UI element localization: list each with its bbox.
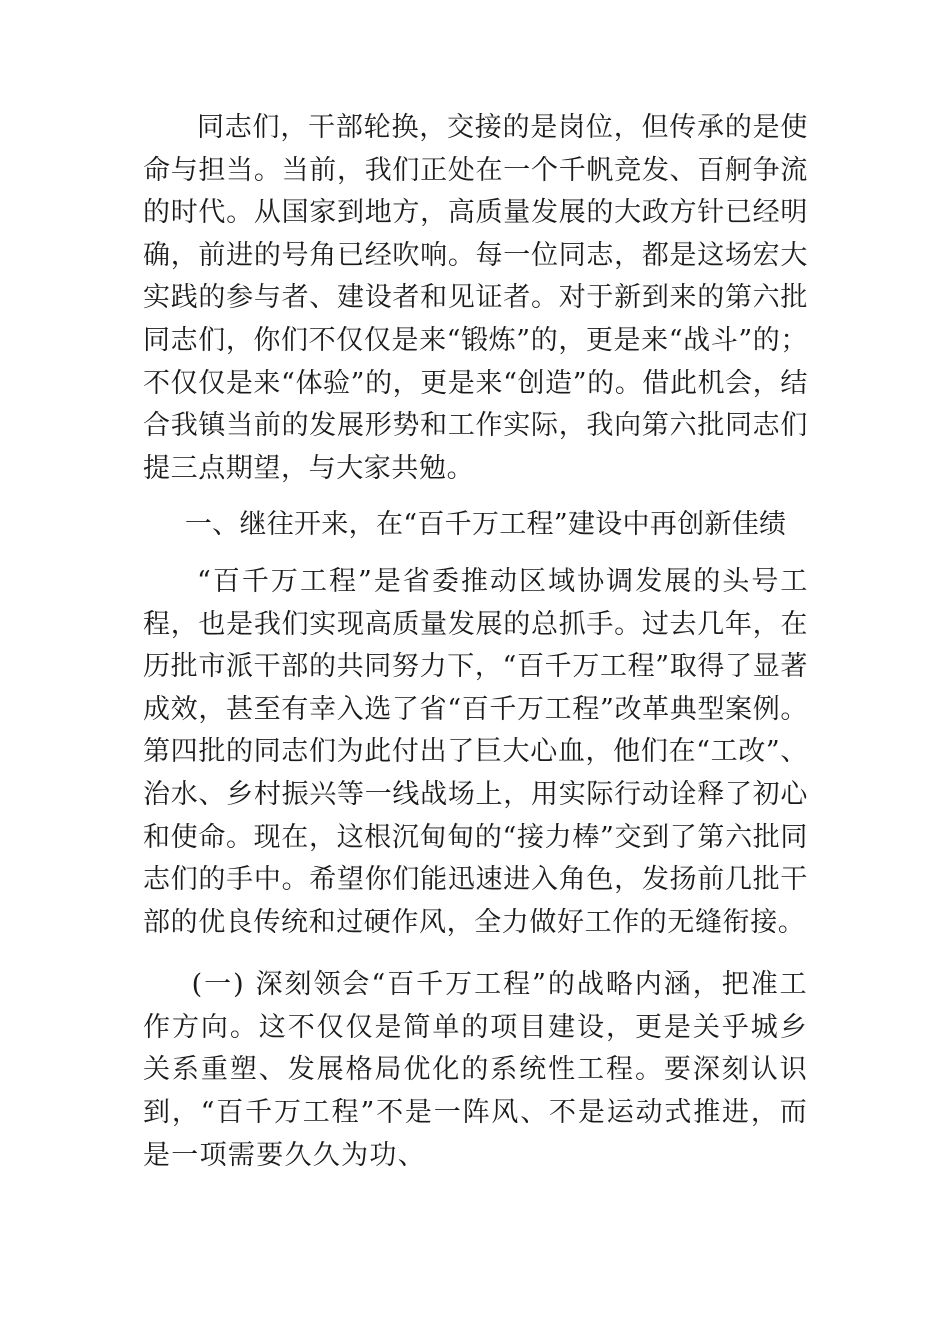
intro-paragraph: 同志们，干部轮换，交接的是岗位，但传承的是使命与担当。当前，我们正处在一个千帆竞发、百舸争流的时代。从国家到地方，高质量发展的大政方针已经明确，前进的号角已经吹响。每一位同志，都是这场宏大实践的参与者、建设者和见证者。对于新到来的第六批同志们，你们不仅仅是来“锻炼”的，更是来“战斗”的；不仅仅是来“体验”的，更是来“创造”的。借此机会，结合我镇当前的发展形势和工作实际，我向第六批同志们提三点期望，与大家共勉。	[143, 112, 808, 484]
section-1-paragraph: “百千万工程”是省委推动区域协调发展的头号工程，也是我们实现高质量发展的总抓手。过去几年，在历批市派干部的共同努力下，“百千万工程”取得了显著成效，甚至有幸入选了省“百千万工程”改革典型案例。第四批的同志们为此付出了巨大心血，他们在“工改”、治水、乡村振兴等一线战场上，用实际行动诠释了初心和使命。现在，这根沉甸甸的“接力棒”交到了第六批同志们的手中。希望你们能迅速进入角色，发扬前几批干部的优良传统和过硬作风，全力做好工作的无缝衔接。	[143, 565, 808, 938]
subsection-1-1-paragraph: (一) 深刻领会“百千万工程”的战略内涵，把准工作方向。这不仅仅是简单的项目建设，更是关乎城乡关系重塑、发展格局优化的系统性工程。要深刻认识到，“百千万工程”不是一阵风、不是运动式推进，而是一项需要久久为功、	[143, 969, 808, 1171]
document-body	[143, 107, 808, 1177]
section-heading-1: 一、继往开来，在“百千万工程”建设中再创新佳绩	[184, 509, 787, 541]
